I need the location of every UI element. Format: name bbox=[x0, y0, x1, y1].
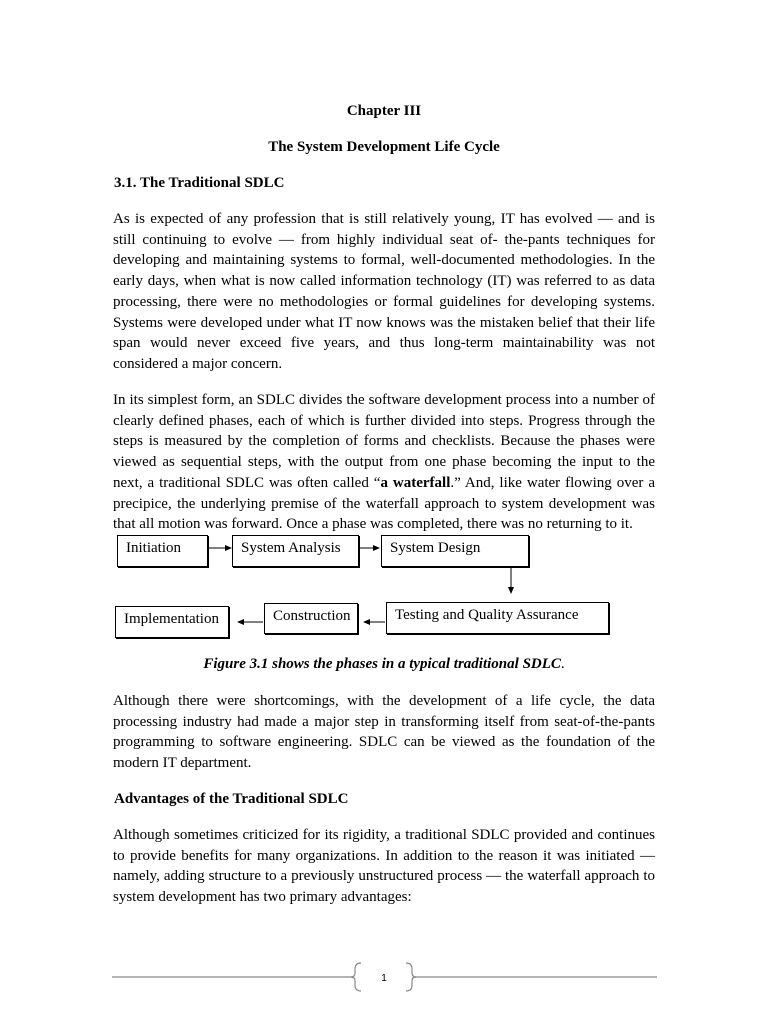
paragraph-waterfall-text-start: In its simplest form, an SDLC divides the software development process into a number of clearly defined phases, each of which is further divided into steps. Progress through the steps is measured by the completion of forms and checklists. Because the phases were viewed as sequential steps, with the output from one phase becoming the input to the next, a traditional SDLC was often called “ bbox=[113, 392, 655, 491]
paragraph-waterfall-text-end: .” And, like water flowing over a precipice, the underlying premise of the waterfall approach to system development was that all motion was forward. Once a phase was completed, there was no returning to it. bbox=[113, 474, 655, 533]
figure-caption-period: . bbox=[560, 656, 565, 672]
footer-right-brace bbox=[406, 963, 416, 991]
phase-label-construction: Construction bbox=[273, 608, 351, 624]
paragraph-shortcomings: Although there were shortcomings, with the development of a life cycle, the data processing industry had made a major step in transforming itself from seat-of-the-pants programming to software engineering. SDLC can be viewed as the foundation of the modern IT department. bbox=[113, 693, 655, 772]
phase-label-initiation: Initiation bbox=[126, 540, 181, 556]
figure-caption-text: Figure 3.1 shows the phases in a typical traditional SDLC bbox=[203, 656, 561, 672]
arrowhead-initiation-to-analysis bbox=[225, 545, 232, 551]
waterfall-term: a waterfall bbox=[380, 474, 451, 491]
arrowhead-analysis-to-design bbox=[373, 545, 380, 551]
phase-box-implementation bbox=[115, 606, 229, 638]
arrowhead-construction-to-implementation bbox=[237, 619, 244, 625]
phase-box-initiation bbox=[117, 535, 208, 567]
paragraph-waterfall bbox=[113, 390, 655, 535]
phase-label-system-analysis: System Analysis bbox=[241, 540, 341, 556]
paragraph-intro: As is expected of any profession that is still relatively young, IT has evolved — and is still continuing to evolve — from highly individual seat of- the-pants techniques for developing and maintaining systems to formal, well-documented methodologies. In the early days, when what is now called information technology (IT) was referred to as data processing, there were no methodologies or formal guidelines for developing systems. Systems were developed under what IT now knows was the mistaken belief that their life span would never exceed five years, and thus long-term maintainability was not considered a major concern. bbox=[113, 211, 655, 372]
arrowhead-testing-to-construction bbox=[363, 619, 370, 625]
figure-caption bbox=[0, 656, 768, 673]
chapter-label: Chapter III bbox=[346, 103, 422, 119]
paragraph-advantages: Although sometimes criticized for its rigidity, a traditional SDLC provided and continues to provide benefits for many organizations. In addition to the reason it was initiated — namely, adding structure to a previously unstructured process — the waterfall approach to system development has two primary advantages: bbox=[113, 827, 655, 906]
phase-label-implementation: Implementation bbox=[124, 611, 219, 627]
phase-box-construction bbox=[264, 603, 358, 634]
advantages-heading: Advantages of the Traditional SDLC bbox=[114, 791, 349, 807]
phase-label-system-design: System Design bbox=[390, 540, 481, 556]
footer-left-brace bbox=[351, 963, 361, 991]
phase-label-testing: Testing and Quality Assurance bbox=[395, 607, 579, 623]
arrowhead-design-to-testing bbox=[508, 587, 514, 594]
chapter-title: The System Development Life Cycle bbox=[268, 139, 500, 155]
phase-box-testing bbox=[386, 602, 609, 634]
phase-box-system-design bbox=[381, 535, 529, 567]
phase-box-system-analysis bbox=[232, 535, 359, 567]
section-heading: 3.1. The Traditional SDLC bbox=[114, 175, 285, 191]
page-number: 1 bbox=[381, 973, 387, 984]
